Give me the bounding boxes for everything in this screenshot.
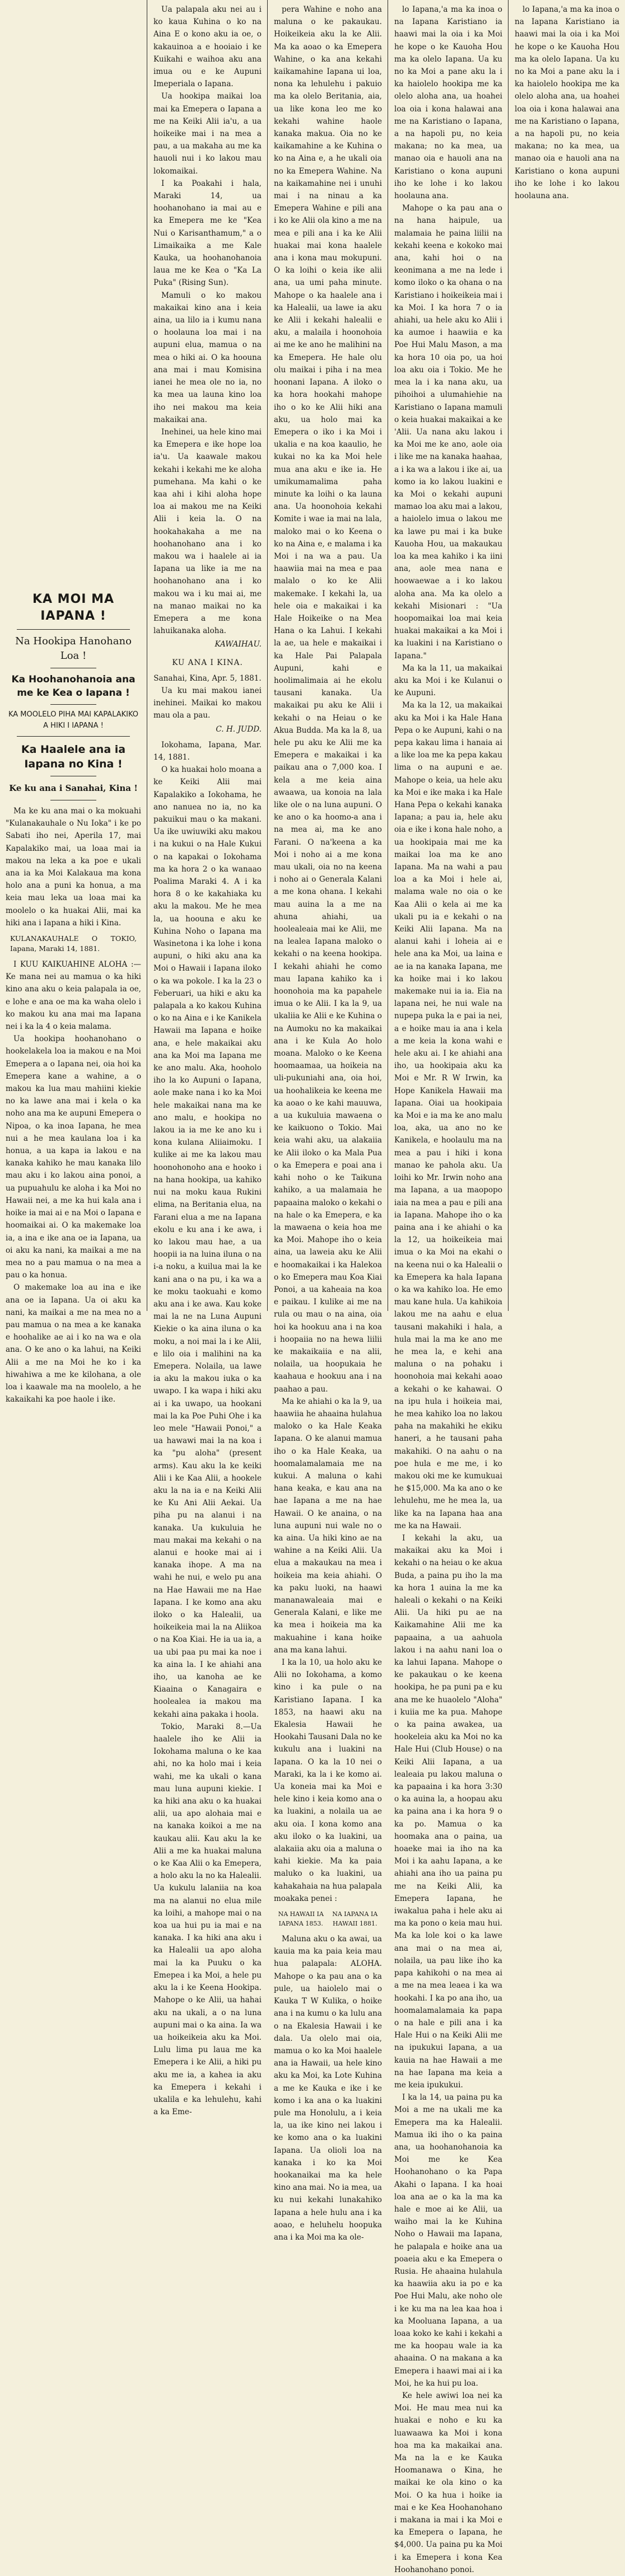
inscription-right: NA IAPANA IA HAWAII 1881. [332, 1910, 378, 1928]
headline-block [6, 591, 141, 800]
paragraph: Ua palapala aku nei au i ko kaua Kuhina o ko na Aina E o kono aku ia oe, o kakauinoa a e hooiaio i ke Kuikahi e waihoa aku ana imua ou e ke Aupuni Imeperiala o Iapana. [153, 5, 262, 89]
paragraph: Ua hookipa maikai loa mai ka Emepera o Iapana a me na Keiki Alii ia'u, a ua hoikeike mai i na mea a pau, a ua makaha au me ka hauoli nui i ko lakou mau lokomaikai. [153, 92, 262, 176]
paragraph: I kekahi la aku, ua makaikai aku ka Moi i kekahi o na heiau o ke akua Buda, a paina pu iho la ma ka hora 1 auina la me ka haleali o kekahi o na Keiki Alii. Ua hiki pu ae na Kaikamahine Alii me ka papaaina, a ua aahuola lakou i na aahu nani loa o ka lahui Iapana. Mahope o ke pakaukau o ke keena hookipa, he pa puni pa e ku ana me ke huaolelo "Aloha" i kuiia me ka pua. Mahope o ka paina awakea, ua hookeleia aku ka Moi no ka Hale Hui (Club House) o na Keiki Alii Iapana, a ua lealeaia pu lakou maluna o ka papaaina i ka hora 3:30 o ka auina la, a hoopau aku ka paina ana i ka hora 9 o ka po. Mamua o ka hoomaka ana o paina, ua hoaeke mai ia iho na ka Moi i ka aahu Iapana, a ke ahiahi ana iho ua paina pu me na Keiki Alii, ka Emepera Iapana, he iwakalua paha i hele aku ai ma ka pono o keia mau hui. Ma ka lole koi o ka lawe ana mai o na mea ai, nolaila, ua pau like iho ka papa kahikohi o na mea ai a me na mea leaea i ka wa hookahi. I ka po ana iho, ua hoomalamalamaia ka papa o na hale e pili ana i ka Hale Hui o na Keiki Alii me na ipukukui Iapana, a ua kauia na hae Hawaii a me na hae Iapana ma keia a me keia ipukukui. [394, 1533, 502, 2090]
paragraph: lo Iapana,'a ma ka inoa o na Iapana Karistiano ia haawi mai la oia i ka Moi he kope o ke Kauoha Hou ma ka olelo Iapana. Ua ku no ka Moi a pane aku la i ka haiolelo hookipa me ka olelo aloha ana, ua hoahei loa oia i kona halawai ana me na Karistiano o Iapana, a na hapoli pu, no keia makana; no ka mea, ua manao oia e hauoli ana na Karistiano o kona aupuni iho ke lohe i ko lakou hoolauna ana. [515, 5, 619, 201]
paragraph: Maluna aku o ka awai, ua kauia ma ka paia keia mau hua palapala: ALOHA. Mahope o ka pau ana o ka pule, ua haiolelo mai o Kauka T W Kulika, o hoike ana i na kumu o ka lulu ana o na Ekalesia Hawaii i ke dala. Ua olelo mai oia, mamua o ko ka Moi haalele ana ia Hawaii, ua hele kino aku ka Moi, ka Lote Kuhina a me ke Kauka e ike i ke komo i ka ana o ka luakini pule ma Honolulu, a i keia la, ua ike kino nei lakou i ke komo ana o ka luakini Iapana. Ua olioli loa na kanaka i ko ka Moi hookanaikai ma ka hele kino ana mai. No ia mea, ua ku nui kekahi lunakahiko Iapana a hele hulu ana i ka aoao, e heluhelu hoopuka ana i ka Moi ma ka ole- [274, 1935, 382, 2242]
column-3 [268, 0, 388, 2242]
paragraph: Tokio, Maraki 8.—Ua haalele iho ke Alii ia Iokohama maluna o ke kaa ahi, no ka holo mai i keia wahi, me ka ukali o kana mau luna aupuni kiekie. I ka hiki ana aku o ka huakai alii, ua apo alohaia mai e na kanaka koikoi a me na kaukau alii. Kau aku la ke Alii a me ka huakai maluna o ke Kaa Alii o ka Emepera, a holo aku la no ka Halealii. Ua kukulu lalaniia na koa ma na alanui no elua mile ka loihi, a mahope mai o na koa ua hui pu ia mai e na kanaka. I ka hiki ana aku i ka Halealii ua apo aloha mai la ka Puuku o ka Emepea i ka Moi, a hele pu aku la i ke Keena Hookipa. Mahope o ke Alii, ua hahai aku na ukali, a o na luna aupuni mai o ka aina. Ia wa ua hoikeikeia aku ka Moi. Lulu lima pu laua me ka Emepera i ke Alii, a hiki pu aku me ia, a kahea ia aku ka Emepera i kekahi i ukalila e ka lehulehu, kahi a ka Eme- [153, 1722, 262, 2117]
paragraph: lo Iapana,'a ma ka inoa o na Iapana Karistiano ia haawi mai la oia i ka Moi he kope o ke Kauoha Hou ma ka olelo Iapana. Ua ku no ka Moi a pane aku la i ka haiolelo hookipa me ka olelo aloha ana, ua hoahei loa oia i kona halawai ana me na Karistiano o Iapana, a na hapoli pu, no keia makana; no ka mea, ua manao oia e hauoli ana na Karistiano o kona aupuni iho ke lohe i ko lakou hoolauna ana. [394, 5, 502, 201]
paragraph: Inehinei, ua hele kino mai ka Emepera e ike hope loa ia'u. Ua kaawale makou kekahi i kekahi me ke aloha pumehana. Ma kahi o ke kaa ahi i kihi aloha hope loa ai makou me na Keiki Alii i keia la. O na hookahakaha a me na hoohanohano ana i ko makou wa i haalele ai ia Iapana ua like ia me na hoohanohano ana i ko makou wa i ku mai ai, me na manao maikai no ka Emepera a me kona lahuikanaka aloha. [153, 427, 262, 636]
paragraph: Ma ke ku ana mai o ka mokuahi "Kulanakauhale o Nu Ioka" i ke po Sabati iho nei, Aperila 17, mai Kapalakiko mai, ua loaa mai ia makou na leka a ka poe e ukali ana ia ka Moi Kalakaua ma kona holo ana a puni ka honua, a ma keia mau leka ua loaa mai ka moolelo o ka huakai Alii, mai ka hiki ana i Iapana a hiki i Kina. [6, 807, 141, 928]
divider [17, 736, 130, 737]
column-4 [389, 0, 508, 2574]
divider [50, 704, 96, 705]
paragraph: Ke hele awiwi loa nei ka Moi. He mau mea nui ka huakai e noho e ku ka luawaawa ka Moi i kona hoa ma ka makaikai ana. Ma na la e ke Kauka Hoomanawa o Kina, he maikai ke ola kino o ka Moi. O ka hua i hoike ia mai e ke Kea Hoohanohano i makana ia mai i ka Moi e ka Emepera o Iapana, he $4,000. Ua paina pu ka Moi i ka Emepera i kona Kea Hoohanohano ponoi. [394, 2391, 502, 2574]
paragraph: O ka huakai holo moana a ke Keiki Alii mai Kapalakiko a Iokohama, he ano nanuea no ia, no ka pakuikui mau o ka makani. Ua ike uwiuwiki aku makou i na kukui o na Hale Kukui o na kapakai o Iokohama ma ka hora 2 o ka wanaao Poalima Maraki 4. A i ka hora 8 o ke kakahiaka ku aku la makou. Me he mea la, ua hoouna e aku ke Kuhina Noho o Iapana ma Wasinetona i ka lohe i kona aupuni, o hiki aku ana ka Moi o Hawaii i Iapana iloko o ka wa pokole. I ka la 23 o Feberuari, ua hiki e aku ka palapala a ko kakou Kuhina o ko na Aina e i ke Kanikela Hawaii ma Iapana e hoike ana, e hele makaikai aku ana ka Moi ma Iapana me ke ano malu. Aka, hooholo iho la ko Aupuni o Iapana, aole make nana i ko ka Moi hele makaikai nana ma ke ano malu, e hookipa no lakou ia ia me ke ano ku i kona kulana Aliiaimoku. I kulike ai me ka lakou mau hoonohonoho ana e hooko i na hana hookipa, ua kahiko nui na moku kaua Rukini elima, na Beritania elua, na Farani elua a me na Iapana ekolu e ku ana i ke awa, i ko lakou mau hae, a ua hoopii ia na luina iluna o na i-a noku, a kuilua mai la ke kani ana o na pu, i ka wa a ke moku taokuahi e komo aku ana i ke awa. Kau koke mai la ne na Luna Aupuni Kiekie o ka aina iluna o ka moku, a noi mai la i ke Alii, e lilo oia i malihini na ka Emepera. Nolaila, ua lawe ia aku la makou iuka o ka uwapo. I ka wapa i hiki aku ai i ka uwapo, ua hookani mai la ka Poe Puhi Ohe i ka leo mele "Hawaii Ponoi," a ua hawawi mai la na koa i ka "pu aloha" (present arms). Kau aku la ke keiki Alii i ke Kaa Alii, a hookele aku la na ia e na Keiki Alii ke Ku Ani Alii Aekai. Ua piha pu na alanui i na kanaka. Ua kukuluia he mau makai ma kekahi o na alanui e hooke mai ai i kanaka ihope. A ma na wahi he nui, e welo pu ana na Hae Hawaii me na Hae Iapana. I ke komo ana aku iloko o ka Halealii, ua hoikeikeia mai la na Aliikoa o na Koa Kiai. He ia ua ia, a ua ubi paa pu mai ka noe i ka aina la. I ke ahiahi ana iho, ua kanoha ae ke Kiaaina o Kanagaira e hoolealea ia makou ma kekahi aina pakaka i hoola. [153, 765, 262, 1719]
subheadline-3: KA MOOLELO PIHA MAI KAPALAKIKO A HIKI I IAPANA ! [8, 710, 139, 730]
subheadline-4: Ka Haalele ana ia Iapana no Kina ! [21, 743, 126, 770]
dateline: Iokohama, Iapana, Mar. 14, 1881. [153, 740, 262, 762]
inscription-table [274, 1909, 382, 1928]
paragraph: Ua hookipa hoohanohano o hookelakela loa ia makou e na Moi Emepera a o Iapana nei, oia hoi ka Emepera kane a wahine, a o makou ka lua mau mahiini kiekie no ka lawe ana mai i kela o ka noho ana ma ke aupuni Emepera o Nipoa, o ka inoa Iapana, he mea nui a he mea kaulana loa i ka honua, a ua kapa ia lakou e na kanaka kahiko he mau kanaka lilo mau aku i ko lakou aina ponoi, a ua pupuahulu ke aloha i ka Moi no Hawaii nei, a me ka hui kala ana i hoike ia mai ai e na Moi o Iapana e hoomaikai ai. O ka makemake loa ia, a ina e ike ana oe ia Iapana, ua oi aku ka nani, ka maikai a me na mea no a pau mamua o na mea a pau o ka honua. [6, 1034, 141, 1280]
signature: C. H. JUDD. [216, 724, 262, 734]
paragraph: Mamuli o ko makou makaikai kino ana i keia aina, ua lilo ia i kumu nana o hoolauna loa mai i na aupuni elua, mamua o na mea o hiki ai. O ka hoouna ana mai i mau Komisina ianei he mea ole no ia, no ka mea ua launa kino loa iho nei makou ma keia makaikai ana. [153, 291, 262, 424]
column-rule [267, 0, 268, 1311]
dateline-text: KULANAKAUHALE O TOKIO, Iapana, Maraki 14, 1881. [10, 934, 137, 953]
section-heading: KU ANA I KINA. [172, 658, 243, 667]
dateline [6, 929, 141, 958]
paragraph: I ka la 14, ua paina pu ka Moi a me na ukali me ka Emepera ma ka Halealii. Mamua iki iho o ka paina ana, ua hoohanohanoia ka Moi me ke Kea Hoohanohano o ka Papa Akahi o Iapana. I ka hoai loa ana ae o ka la ma ka hale e moe ai ke Alii, ua waiho mai la ke Kuhina Noho o Hawaii ma Iapana, he palapala e hoike ana ua poaeia aku e ka Emepera o Rusia. He ahaaina hulahula ka haawiia aku ia po e ka Poe Hui Malu, ake noho ole i ke ku ma na lea kaa hoa i ka Mooluana Iapana, a ua loaa koko ke kahi i kekahi a me ka hoopau wale ia ka ahaaina. O na makana a ka Emepera i haawi mai ai i ka Moi, he ka hui pu loa. [394, 2093, 502, 2388]
inscription-left: NA HAWAII IA IAPANA 1853. [278, 1910, 324, 1928]
main-headline: KA MOI MA IAPANA ! [32, 592, 115, 623]
subheadline-1: Na Hookipa Hanohano Loa ! [15, 635, 132, 662]
divider [17, 629, 130, 630]
paragraph: O makemake loa au ina e ike ana oe ia Iapana. Ua oi aku ka nani, ka maikai a me na mea no a pau mamua o na mea a ke kanaka e hoohalike ae ai i ko na wa e ola ana. O ke ano o ka lahui, na Keiki Alii a me na Moi he ko i ka hiwahiwa a me ke kilohana, a ole loa i kaawale ma na moolelo, a he kakaikahi ka poe haole i ike. [6, 1283, 141, 1404]
paragraph: Ua ku mai makou ianei inehinei. Maikai ko makou mau ola a pau. [153, 686, 262, 720]
paragraph: Ma ka la 12, ua makaikai aku ka Moi i ka Hale Hana Pepa o ke Aupuni, kahi o na pepa kakau lima i hanaia ai a like loa me ka pepa kakau lima o na aupuni e ae. Mahope o keia, ua hele aku ka Moi e ike maka i ka Hale Hana Pepa o kekahi kanaka Iapana; a pau ia, hele aku oia e ike i kona hale noho, a ua hookipaia mai me ka maikai loa ma ke ano Iapana. Ma na wahi a pau loa a ka Moi i hele ai, malama wale no oia o ke Kaa Alii o kela ai me ka ukali pu ia e kekahi o na Keiki Alii Iapana. Ma na alanui kahi i loheia ai e hele ana ka Moi, ua laina e ae ia na kanaka Iapana, me ka hoike mai i ko lakou makemake nui ia ia. Eia na lapana nei, he nui wale na nupepa puka la e pai ia nei, a e hoike mau ia ana i kela a me keia la kona wahi e hele aku ai. I ke ahiahi ana iho, ua hookipaia aku ka Moi e Mr. R W Irwin, ka Hope Kanikela Hawaii ma Iapana. Oiai ua hookipaia ka Moi e ia ma ke ano malu loa, aka, ua ano no ke Kanikela, e hoolaulu ma na mea a pau i hiki i kona manao ke pahola aku. Ua loihi ko Mr. Irwin noho ana ma Iapana, a ua maopopo iaia na mea a pau e pili ana ia Iapana. Mahope iho o ka paina ana i ke ahiahi o ka la 12, ua hoikeikeia mai imua o ka Moi na ekahi o na keena nui o ka Halealii o ka Emepera ka hala Iapana o ka wa kahiko loa. He emo mau kane hula. Ua kahikoia lakou me na aahu e elua tausani makahiki i hala, a hula mai la ma ke ano me he mea la, e kehi ana maluna o na pohaku i hoonohoia mai kekahi aoao a kekahi o ke kahawai. O na ipu hula i hoikeia mai, he mea kahiko loa no lakou paha na makahiki he ekiku haneri, a he tausani paha makahiki. O na aahu o na poe hula e me me, i ko makou oki me ke kumukuai he $15,000. Ma ka ano o ke lehulehu, me he mea la, ua like ka na Iapana haa ana me ka na Hawaii. [394, 701, 502, 1530]
paragraph: I ka Poakahi i hala, Maraki 14, ua hoohanohano ia mai au e ka Emepera me ke "Kea Nui o Karisanthamum," a o Limaikaika a me Kale Kauka, ua hoohanohanoia laua me ke Kea o "Ka La Puka" (Rising Sun). [153, 179, 262, 288]
column-rule [508, 0, 509, 1311]
paragraph: I ka la 10, ua holo aku ke Alii no Iokohama, a komo kino i ka pule o na Karistiano Iapana. I ka 1853, na haawi aku na Ekalesia Hawaii he Hookahi Tausani Dala no ke kukulu ana i luakini na Iapana. O ka la 10 nei o Maraki, ka la i ke komo ai. Ua koneia mai ka Moi e hele kino i keia komo ana o ka luakini, a nolaila ua ae aku oia. I kona komo ana aku iloko o ka luakini, ua alakaiia aku oia a maluna o kahi kiekie. Ma ka paia maluko o ka luakini, ua kahakahaia na hua palapala moakaka penei : [274, 1658, 382, 1903]
subheadline-2: Ka Hoohanohanoia ana me ke Kea o Iapana ! [11, 674, 136, 699]
article-body [6, 805, 141, 1406]
signature: KAWAIHAU. [214, 640, 262, 649]
paragraph: pera Wahine e noho ana maluna o ke pakaukau. Hoikeikeia aku la ke Alii. Ma ka aoao o ka Emepera Wahine, o ka ana kekahi kaikamahine Iapana ui loa, nona ka lehulehu i pakuio ma ka olelo Beritania, aia, ua like kona leo me ko kekahi wahine haole kanaka makua. Oia no ke kaikamahine a ke Kuhina o ko na Aina e, a he ukali oia no ka Emepera Wahine. Na na kaikamahine nei i unuhi mai i na ninau a ka Emepera Wahine e pili ana i ko ke Alii ola kino a me na mea e pili ana i ka ke Alii huakai mai kona haalele ana i kona mau mokupuni. O ka loihi o keia ike alii ana, ua umi paha minute. Mahope o ka haalele ana i ka Halealii, ua lawe ia aku ke Alii i kekahi halealii e aku, a malaila i hoonohoia ai me ke ano he malihini na ka Emepera. He hale olu olu maikai i piha i na mea hoonani Iapana. A iloko o ka hora hookahi mahope iho o ko ke Alii hiki ana aku, ua holo mai ka Emepera o iko i ka Moi i ukalia e na koa kaaulio, he kukai no ka ka Moi hele mua ana aku e ike ia. He umikumamalima paha minute ka loihi o ka launa ana. Ua hoonohoia kekahi Komite i wae ia mai na lala, maloko mai o ko Keena o ko na Aina e, e malama i ka Moi i na wa a pau. Ua haawiia mai na mea e paa malalo o ko ke Alii makemake. I kekahi la, ua hele oia e makaikai i ka Hale Hoikeike o na Mea Hana o ka Lahui. I kekahi la ae, ua hele e makaikai i ka Hale Pai Palapala Aupuni, kahi e hoolimalimaia ai he ekolu tausani kanaka. Ua makaikai pu aku ke Alii i kekahi o na Heiau o ke Akua Budda. Ma ka la 8, ua hele pu aku ke Alii me ka Emepera e makaikai i ka paikau ana o 7,000 koa. I kela a me keia aina awaawa, ua konoia na lala like ole o na luna aupuni. O ke ano o ka hoomo-a ana i na mea ai, ma ke ano Farani. O na'keena a ka Moi i noho ai a me kona mau ukali, oia no na keena i noho ai o Generala Kalani a me kona ohana. I kekahi mau auina la a me na ahuna ahiahi, ua hoolealeaia mai ke Alii, me na lealea Iapana maloko o kekahi o na keena hookipa. I kekahi ahiahi he como mau Iapana kahiko ka i hoonohoia ma ka papahele imua o ke Alii. I ka la 9, ua ukaliia ke Alii e ke Kuhina o na Aumoku no ka makaikai ana i ke Kula Ao holo moana. Maloko o ke Keena hoomaamaa, ua hoikeia na uli-pukuniahi ana, oia hoi, ua hoohalikeia ke keena me ka aoao o ke kahi mauuwa, a ua kukuluia mawaena o ke kaikuono o Tokio. Mai keia wahi aku, ua alakaiia ke Alii iloko o ka Mala Pua o ka Emepera e poai ana i kahi noho o ke Taikuna kahiko, a ua malamaia he papaaina maloko o kekahi o na hale o ka Emepera, e ka la mawaena o keia hoa me ka Moi. Mahope iho o keia aina, ua laweia aku ke Alii e hoomakaikai i ka Halekoa o ko Emepera mau Koa Kiai Ponoi, a ua kaheaia na koa e paikau. I kulike ai me na rula ou mau o na aina, oia hoi ka hookuu ana i na koa i hoopaiia no na hewa liilii ke makaikaiia e na alii, nolaila, ua hoopukaia he kaahaua e hookuu ana i na paahao a pau. [274, 5, 382, 1394]
subheadline-5: Ke ku ana i Sanahai, Kina ! [9, 783, 138, 793]
paragraph: Ma ke ahiahi o ka la 9, ua haawiia he ahaaina hulahua maloko o ka Hale Keaka Iapana. O ke alanui mamua iho o ka Hale Keaka, ua hoomalamalamaia me na kukui. A maluna o kahi hana keaka, e kau ana na hae Iapana a me na hae Hawaii. O ke anaina, o na luna aupuni nui wale no o ka aina. Ua hiki kino ae na wahine a na Keiki Alii. Ua elua a makaukau na mea i hoikeia ma keia ahiahi. O ka paku luoki, na haawi mananawaleaia mai e Generala Kalani, e like me ka mea i hoikeia ma ka makuahine i kana hoike ana ma kana lahui. [274, 1397, 383, 1655]
dateline: Sanahai, Kina, Apr. 5, 1881. [153, 673, 262, 683]
column-5 [509, 0, 625, 1311]
column-2 [148, 0, 267, 2117]
paragraph: I KUU KAIKUAHINE ALOHA :—Ke mana nei au mamua o ka hiki kino ana aku o keia palapala ia oe, e lohe e ana oe ma ka waha olelo i ko makou ku ana mai ma Iapana nei i ka la 4 o keia malama. [6, 960, 141, 1032]
column-1 [0, 0, 147, 1404]
paragraph: Mahope o ka pau ana o na hana haipule, ua malamaia he paina liilii na kekahi keena e kokoko mai ana, kahi hoi o na keonimana a me na lede i komo iloko o ka ohana o na Karistiano i hoikeikeia mai i ka Moi. I ka hora 7 o ia ahiahi, ua hele aku ko Alii i ka aumoe i haawiia e ka Poe Hui Malu Mason, a ma ka hora 10 oia po, ua hoi loa aku oia i Tokio. Me he mea la i ka nana aku, ua pihoihoi a ulumahiehie na Karistiano o Iapana mamuli o keia huakai makaikai a ke 'Alii. Ua nana aku lakou i ka Moi me ke ano, aole oia i like me na kanaka haahaa, a i ka wa a lakou i ike ai, ua komo ia ko lakou luakini e ka Moi o kekahi aupuni mamao loa aku mai a lakou, a haiolelo imua o lakou me ka lawe pu mai i ka buke Kauoha Hou, ua makaukau loa ka mea kahiko i ka iini ana, aole mea nana e hoowaewae a i ko lakou aloha ana. Ma ka olelo a kekahi Misionari : "Ua hoopomaikai loa mai keia huakai makaikai a ka Moi i ka luakini i na Karistiano o Iapana." [394, 204, 502, 661]
paragraph: Ma ka la 11, ua makaikai aku ka Moi i ke Kulanui o ke Aupuni. [394, 663, 502, 698]
